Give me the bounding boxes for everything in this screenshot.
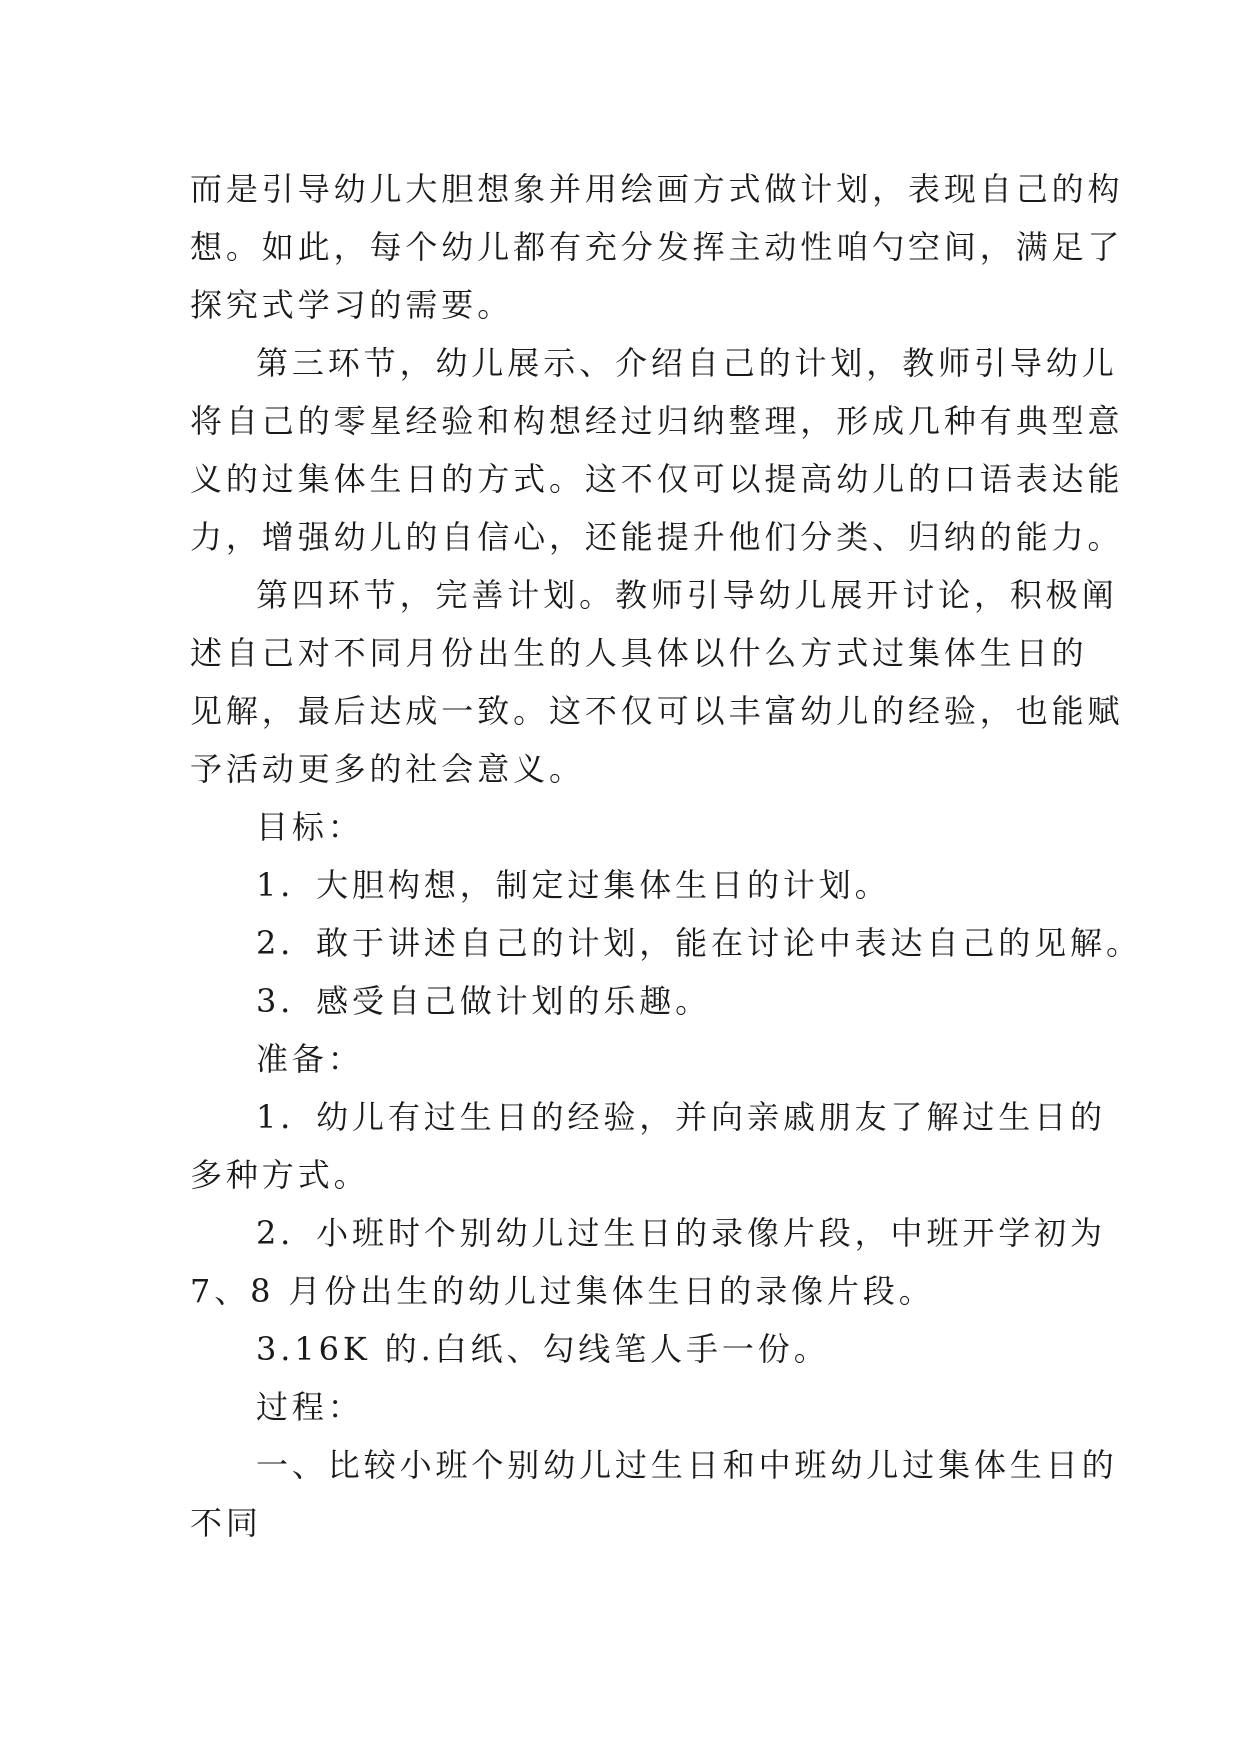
text-line: 2．小班时个别幼儿过生日的录像片段，中班开学初为: [256, 1214, 1106, 1252]
text-line: 3．感受自己做计划的乐趣。: [256, 982, 712, 1020]
text-line: 7、8 月份出生的幼儿过集体生日的录像片段。: [190, 1272, 935, 1310]
text-line: 述自己对不同月份出生的人具体以什么方式过集体生日的: [190, 634, 1088, 672]
text-line: 而是引导幼儿大胆想象并用绘画方式做计划，表现自己的构: [190, 170, 1124, 208]
text-line: 第三环节，幼儿展示、介绍自己的计划，教师引导幼儿: [256, 344, 1118, 382]
text-line: 想。如此，每个幼儿都有充分发挥主动性咱勺空间，满足了: [190, 228, 1124, 266]
text-line: 见解，最后达成一致。这不仅可以丰富幼儿的经验，也能赋: [190, 692, 1124, 730]
text-line: 不同: [190, 1504, 262, 1542]
text-line: 目标：: [256, 808, 364, 846]
text-line: 1．幼儿有过生日的经验，并向亲戚朋友了解过生日的: [256, 1098, 1106, 1136]
text-line: 3.16K 的.白纸、勾线笔人手一份。: [256, 1330, 830, 1368]
text-line: 探究式学习的需要。: [190, 286, 514, 324]
text-line: 准备：: [256, 1040, 364, 1078]
text-line: 将自己的零星经验和构想经过归纳整理，形成几种有典型意: [190, 402, 1124, 440]
text-line: 予活动更多的社会意义。: [190, 750, 585, 788]
text-line: 多种方式。: [190, 1156, 370, 1194]
text-line: 过程：: [256, 1388, 364, 1426]
text-line: 力，增强幼儿的自信心，还能提升他们分类、归纳的能力。: [190, 518, 1124, 556]
text-line: 1．大胆构想，制定过集体生日的计划。: [256, 866, 891, 904]
text-line: 义的过集体生日的方式。这不仅可以提高幼儿的口语表达能: [190, 460, 1124, 498]
text-line: 2．敢于讲述自己的计划，能在讨论中表达自己的见解。: [256, 924, 1142, 962]
text-line: 一、比较小班个别幼儿过生日和中班幼儿过集体生日的: [256, 1446, 1118, 1484]
document-page: [190, 160, 1142, 1552]
text-line: 第四环节，完善计划。教师引导幼儿展开讨论，积极阐: [256, 576, 1118, 614]
